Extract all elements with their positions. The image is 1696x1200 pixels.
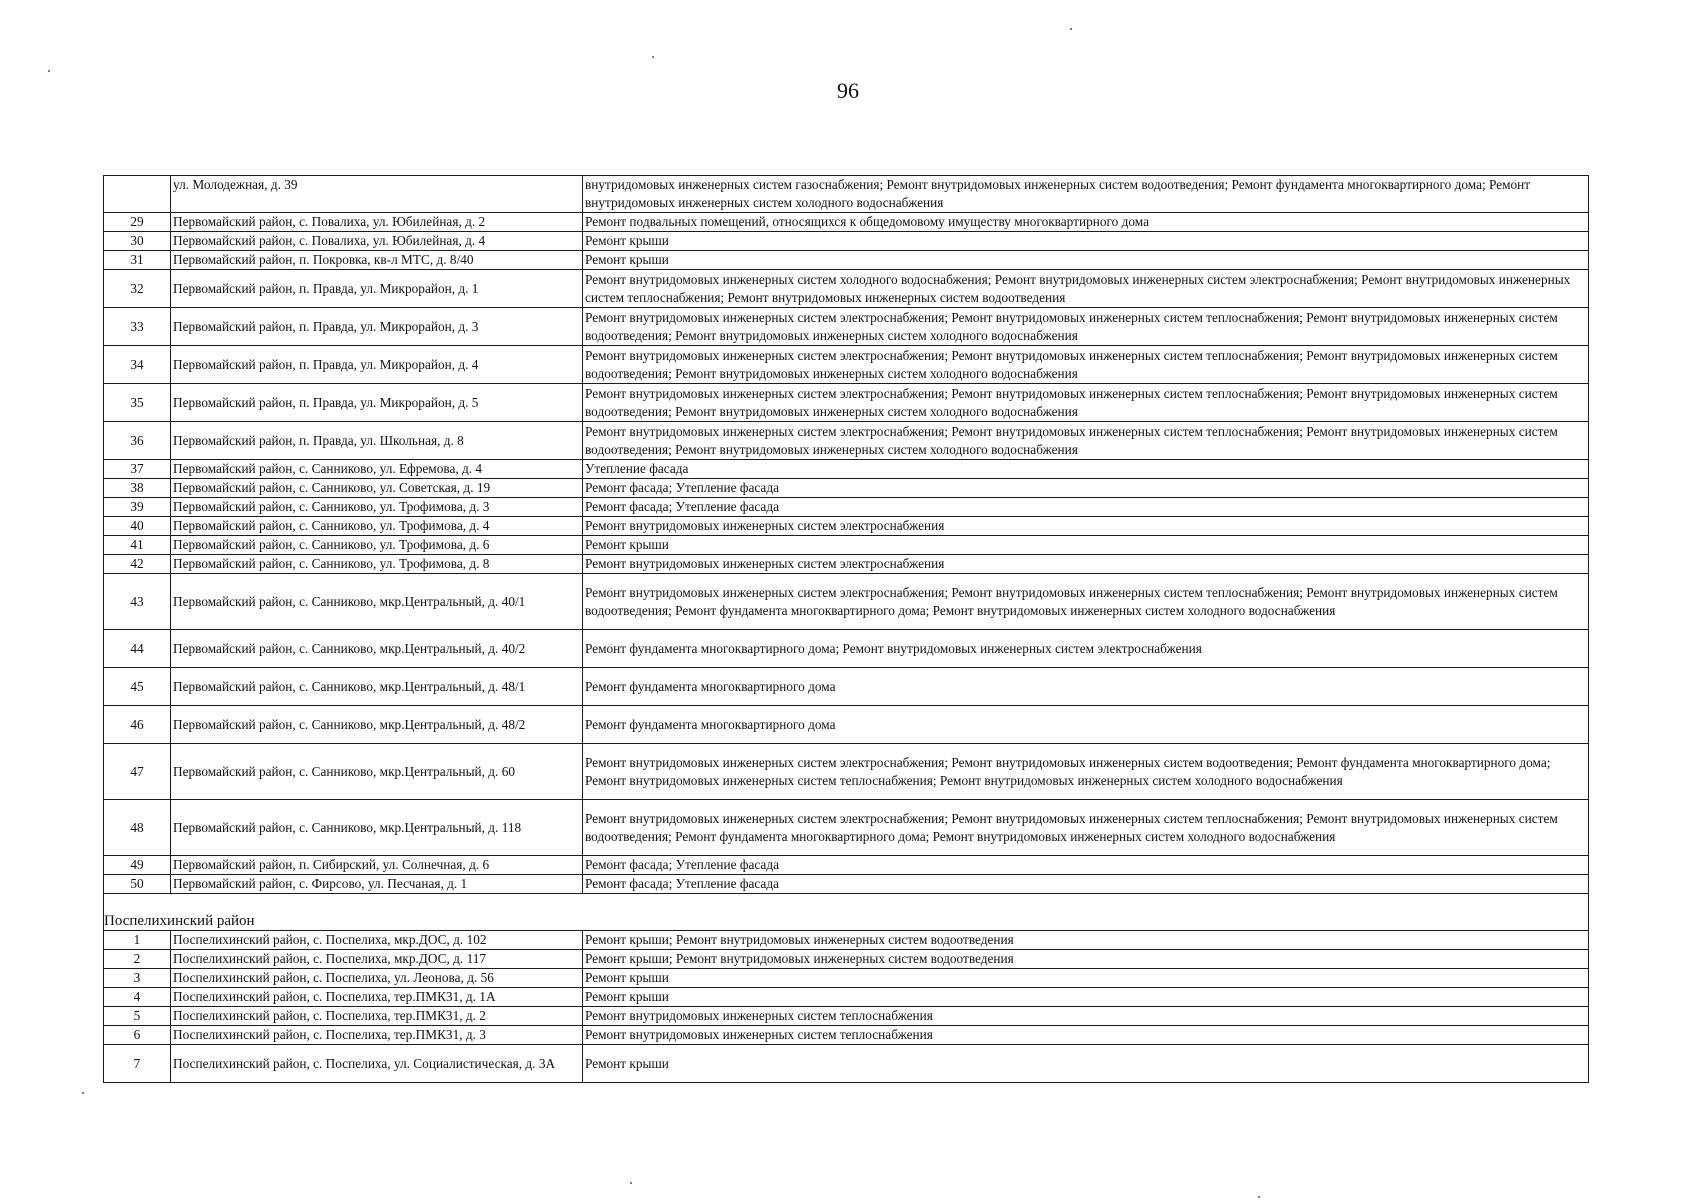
row-number: 43 <box>104 574 171 630</box>
row-address: Первомайский район, п. Сибирский, ул. Солнечная, д. 6 <box>171 856 583 875</box>
table-row <box>104 988 1589 1007</box>
row-works: Ремонт крыши <box>583 536 1589 555</box>
row-works: Ремонт внутридомовых инженерных систем электроснабжения <box>583 517 1589 536</box>
row-works: Ремонт фундамента многоквартирного дома; Ремонт внутридомовых инженерных систем электроснабжения <box>583 630 1589 668</box>
row-number: 35 <box>104 384 171 422</box>
row-address: Первомайский район, с. Фирсово, ул. Песчаная, д. 1 <box>171 875 583 894</box>
row-number: 4 <box>104 988 171 1007</box>
row-number: 50 <box>104 875 171 894</box>
row-works: Ремонт фасада; Утепление фасада <box>583 875 1589 894</box>
section-spacer <box>104 894 1589 911</box>
row-number: 46 <box>104 706 171 744</box>
row-number: 30 <box>104 232 171 251</box>
scan-speck <box>82 1092 84 1094</box>
row-number: 6 <box>104 1026 171 1045</box>
row-address: Поспелихинский район, с. Поспелиха, мкр.ДОС, д. 102 <box>171 931 583 950</box>
table-row <box>104 422 1589 460</box>
row-address: ул. Молодежная, д. 39 <box>171 176 583 213</box>
table-row <box>104 346 1589 384</box>
row-number: 31 <box>104 251 171 270</box>
row-works: Ремонт внутридомовых инженерных систем электроснабжения <box>583 555 1589 574</box>
row-works: Ремонт фасада; Утепление фасада <box>583 498 1589 517</box>
row-number: 36 <box>104 422 171 460</box>
section-header-row <box>104 910 1589 931</box>
table-row <box>104 384 1589 422</box>
row-number: 44 <box>104 630 171 668</box>
table-row <box>104 630 1589 668</box>
table-row <box>104 251 1589 270</box>
row-works: Ремонт внутридомовых инженерных систем теплоснабжения <box>583 1007 1589 1026</box>
row-address: Первомайский район, с. Санниково, ул. Ефремова, д. 4 <box>171 460 583 479</box>
row-address: Первомайский район, с. Санниково, мкр.Центральный, д. 48/1 <box>171 668 583 706</box>
row-number: 38 <box>104 479 171 498</box>
table-row <box>104 308 1589 346</box>
table-row <box>104 856 1589 875</box>
row-number: 40 <box>104 517 171 536</box>
table-row <box>104 498 1589 517</box>
table-row <box>104 706 1589 744</box>
scan-speck <box>1070 28 1072 30</box>
row-number: 45 <box>104 668 171 706</box>
table-row <box>104 1007 1589 1026</box>
repair-registry-table <box>103 175 1589 1083</box>
row-address: Первомайский район, с. Санниково, ул. Трофимова, д. 6 <box>171 536 583 555</box>
row-works: Ремонт внутридомовых инженерных систем электроснабжения; Ремонт внутридомовых инженерных систем теплоснабжения; Ремонт внутридомовых инженерных систем водоотведения; Ремонт внутридомовых инженерных систем холодного водоснабжения <box>583 422 1589 460</box>
table-row <box>104 479 1589 498</box>
table-row <box>104 460 1589 479</box>
row-works: Ремонт внутридомовых инженерных систем теплоснабжения <box>583 1026 1589 1045</box>
table-body <box>104 176 1589 1083</box>
row-works: Ремонт фундамента многоквартирного дома <box>583 706 1589 744</box>
row-number: 2 <box>104 950 171 969</box>
row-works: Ремонт фундамента многоквартирного дома <box>583 668 1589 706</box>
row-address: Первомайский район, п. Правда, ул. Школьная, д. 8 <box>171 422 583 460</box>
table-row <box>104 1026 1589 1045</box>
table-row <box>104 1045 1589 1083</box>
row-address: Первомайский район, с. Санниково, мкр.Центральный, д. 60 <box>171 744 583 800</box>
scan-speck <box>652 56 654 58</box>
row-works: Ремонт внутридомовых инженерных систем электроснабжения; Ремонт внутридомовых инженерных систем водоотведения; Ремонт фундамента многоквартирного дома; Ремонт внутридомовых инженерных систем теплоснабжения; Ремонт внутридомовых инженерных систем холодного водоснабжения <box>583 744 1589 800</box>
row-works: Ремонт крыши <box>583 988 1589 1007</box>
row-works: Ремонт крыши <box>583 232 1589 251</box>
table-row <box>104 969 1589 988</box>
row-works: внутридомовых инженерных систем газоснабжения; Ремонт внутридомовых инженерных систем водоотведения; Ремонт фундамента многоквартирного дома; Ремонт внутридомовых инженерных систем холодного водоснабжения <box>583 176 1589 213</box>
row-address: Поспелихинский район, с. Поспелиха, тер.ПМК31, д. 3 <box>171 1026 583 1045</box>
table-row <box>104 270 1589 308</box>
row-works: Ремонт внутридомовых инженерных систем электроснабжения; Ремонт внутридомовых инженерных систем теплоснабжения; Ремонт внутридомовых инженерных систем водоотведения; Ремонт внутридомовых инженерных систем холодного водоснабжения <box>583 384 1589 422</box>
row-works: Ремонт крыши; Ремонт внутридомовых инженерных систем водоотведения <box>583 950 1589 969</box>
row-address: Первомайский район, с. Повалиха, ул. Юбилейная, д. 4 <box>171 232 583 251</box>
table-row <box>104 555 1589 574</box>
table-row <box>104 176 1589 213</box>
row-address: Поспелихинский район, с. Поспелиха, ул. Социалистическая, д. 3А <box>171 1045 583 1083</box>
row-works: Ремонт фасада; Утепление фасада <box>583 856 1589 875</box>
table-row <box>104 232 1589 251</box>
row-address: Первомайский район, п. Правда, ул. Микрорайон, д. 3 <box>171 308 583 346</box>
row-number: 48 <box>104 800 171 856</box>
row-works: Ремонт фасада; Утепление фасада <box>583 479 1589 498</box>
row-number: 33 <box>104 308 171 346</box>
row-number: 32 <box>104 270 171 308</box>
row-address: Поспелихинский район, с. Поспелиха, мкр.ДОС, д. 117 <box>171 950 583 969</box>
row-address: Первомайский район, п. Правда, ул. Микрорайон, д. 1 <box>171 270 583 308</box>
row-works: Ремонт внутридомовых инженерных систем электроснабжения; Ремонт внутридомовых инженерных систем теплоснабжения; Ремонт внутридомовых инженерных систем водоотведения; Ремонт фундамента многоквартирного дома; Ремонт внутридомовых инженерных систем холодного водоснабжения <box>583 574 1589 630</box>
row-address: Первомайский район, с. Санниково, мкр.Центральный, д. 40/2 <box>171 630 583 668</box>
table-row <box>104 950 1589 969</box>
scan-speck <box>1258 1196 1260 1198</box>
table-row <box>104 574 1589 630</box>
row-address: Первомайский район, с. Санниково, ул. Трофимова, д. 4 <box>171 517 583 536</box>
row-number: 34 <box>104 346 171 384</box>
table-row <box>104 931 1589 950</box>
row-number: 37 <box>104 460 171 479</box>
row-address: Первомайский район, п. Покровка, кв-л МТС, д. 8/40 <box>171 251 583 270</box>
table-row <box>104 213 1589 232</box>
table-row <box>104 875 1589 894</box>
row-works: Ремонт крыши; Ремонт внутридомовых инженерных систем водоотведения <box>583 931 1589 950</box>
table-row <box>104 800 1589 856</box>
row-number: 49 <box>104 856 171 875</box>
row-address: Поспелихинский район, с. Поспелиха, ул. Леонова, д. 56 <box>171 969 583 988</box>
row-number: 1 <box>104 931 171 950</box>
row-works: Ремонт крыши <box>583 251 1589 270</box>
row-works: Утепление фасада <box>583 460 1589 479</box>
row-works: Ремонт крыши <box>583 1045 1589 1083</box>
row-number: 7 <box>104 1045 171 1083</box>
row-address: Первомайский район, с. Санниково, мкр.Центральный, д. 40/1 <box>171 574 583 630</box>
row-address: Первомайский район, с. Санниково, ул. Трофимова, д. 3 <box>171 498 583 517</box>
row-number: 47 <box>104 744 171 800</box>
row-number: 41 <box>104 536 171 555</box>
row-address: Первомайский район, п. Правда, ул. Микрорайон, д. 5 <box>171 384 583 422</box>
row-address: Первомайский район, с. Санниково, мкр.Центральный, д. 48/2 <box>171 706 583 744</box>
scan-speck <box>48 70 50 72</box>
row-works: Ремонт внутридомовых инженерных систем электроснабжения; Ремонт внутридомовых инженерных систем теплоснабжения; Ремонт внутридомовых инженерных систем водоотведения; Ремонт внутридомовых инженерных систем холодного водоснабжения <box>583 308 1589 346</box>
row-works: Ремонт внутридомовых инженерных систем электроснабжения; Ремонт внутридомовых инженерных систем теплоснабжения; Ремонт внутридомовых инженерных систем водоотведения; Ремонт внутридомовых инженерных систем холодного водоснабжения <box>583 346 1589 384</box>
row-number: 39 <box>104 498 171 517</box>
table-row <box>104 536 1589 555</box>
row-address: Первомайский район, с. Санниково, ул. Трофимова, д. 8 <box>171 555 583 574</box>
row-number: 5 <box>104 1007 171 1026</box>
row-address: Поспелихинский район, с. Поспелиха, тер.ПМК31, д. 2 <box>171 1007 583 1026</box>
row-number: 29 <box>104 213 171 232</box>
table-row <box>104 517 1589 536</box>
row-address: Первомайский район, п. Правда, ул. Микрорайон, д. 4 <box>171 346 583 384</box>
row-address: Первомайский район, с. Санниково, мкр.Центральный, д. 118 <box>171 800 583 856</box>
row-number: 42 <box>104 555 171 574</box>
row-address: Первомайский район, с. Повалиха, ул. Юбилейная, д. 2 <box>171 213 583 232</box>
table-row <box>104 668 1589 706</box>
row-works: Ремонт крыши <box>583 969 1589 988</box>
row-address: Поспелихинский район, с. Поспелиха, тер.ПМК31, д. 1А <box>171 988 583 1007</box>
row-address: Первомайский район, с. Санниково, ул. Советская, д. 19 <box>171 479 583 498</box>
page-number: 96 <box>837 78 859 103</box>
row-works: Ремонт подвальных помещений, относящихся к общедомовому имуществу многоквартирного дома <box>583 213 1589 232</box>
scan-speck <box>630 1182 632 1184</box>
row-works: Ремонт внутридомовых инженерных систем холодного водоснабжения; Ремонт внутридомовых инженерных систем электроснабжения; Ремонт внутридомовых инженерных систем теплоснабжения; Ремонт внутридомовых инженерных систем водоотведения <box>583 270 1589 308</box>
row-works: Ремонт внутридомовых инженерных систем электроснабжения; Ремонт внутридомовых инженерных систем теплоснабжения; Ремонт внутридомовых инженерных систем водоотведения; Ремонт фундамента многоквартирного дома; Ремонт внутридомовых инженерных систем холодного водоснабжения <box>583 800 1589 856</box>
section-title: Поспелихинский район <box>104 910 1589 931</box>
row-number <box>104 176 171 213</box>
row-number: 3 <box>104 969 171 988</box>
table-row <box>104 744 1589 800</box>
